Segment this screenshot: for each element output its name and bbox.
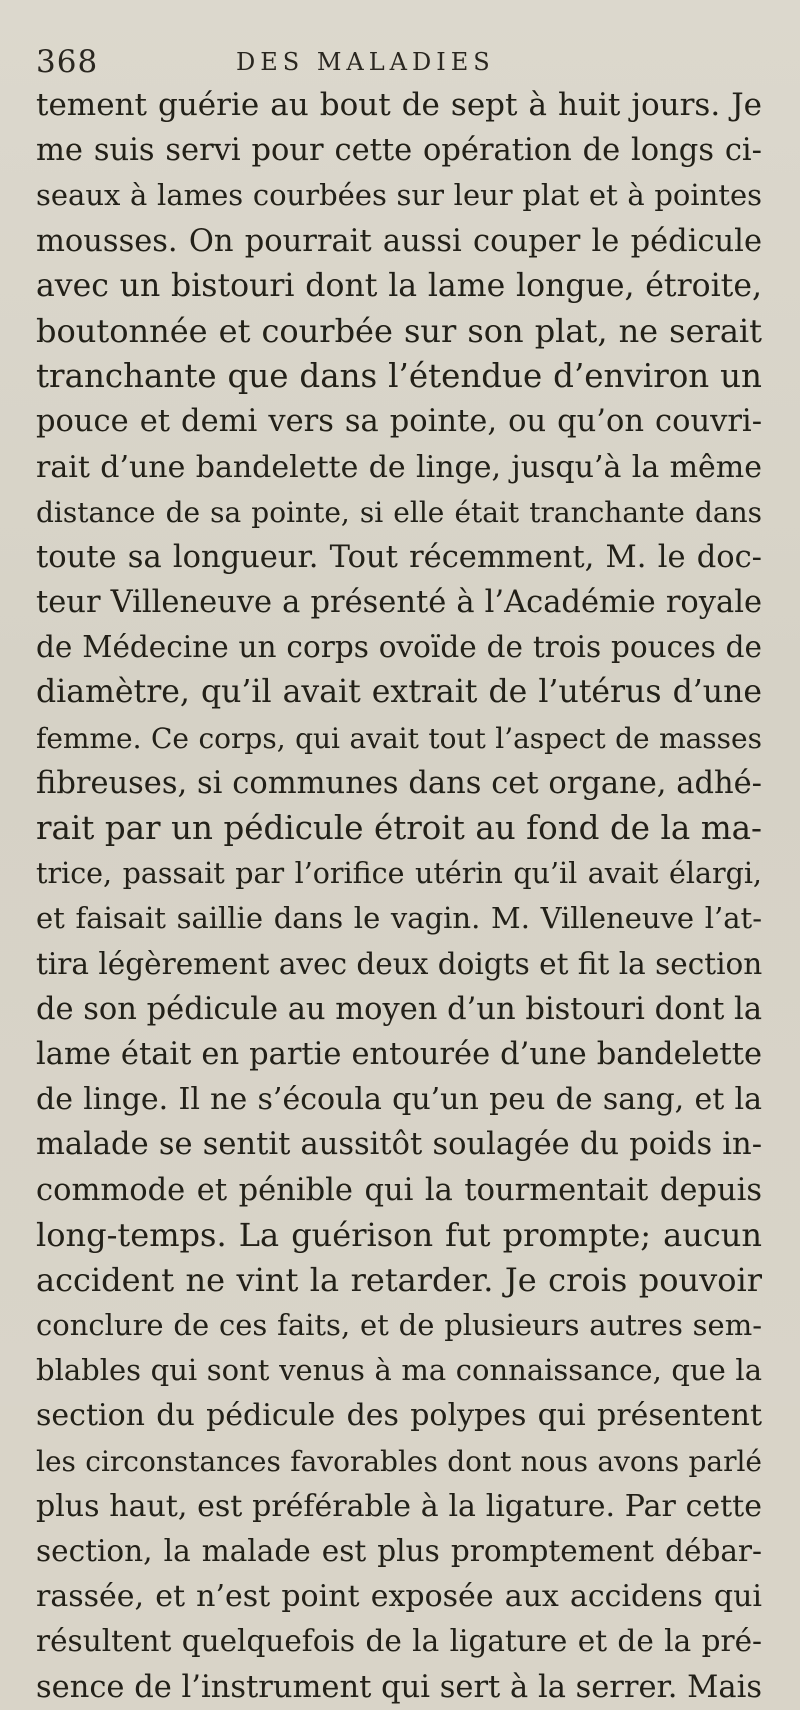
running-head: DES MALADIES: [236, 48, 495, 76]
text-line: me suis servi pour cette opération de longs ci-: [36, 133, 762, 169]
text-line: de son pédicule au moyen d’un bistouri dont la: [36, 991, 762, 1027]
text-line: et faisait saillie dans le vagin. M. Villeneuve l’at-: [36, 901, 762, 936]
page-number: 368: [36, 44, 99, 80]
text-line: plus haut, est préférable à la ligature. Par cette: [36, 1488, 762, 1524]
text-line: tranchante que dans l’étendue d’environ un: [36, 357, 762, 396]
text-line: section du pédicule des polypes qui présentent: [36, 1398, 762, 1434]
page-header: [36, 44, 756, 84]
text-line: teur Villeneuve a présenté à l’Académie royale: [36, 585, 762, 621]
text-line: tira légèrement avec deux doigts et fit la section: [36, 946, 762, 981]
text-line: diamètre, qu’il avait extrait de l’utérus d’une: [36, 674, 762, 711]
text-line: commode et pénible qui la tourmentait depuis: [36, 1172, 762, 1208]
text-line: résultent quelquefois de la ligature et de la pré-: [36, 1624, 762, 1659]
text-line: malade se sentit aussitôt soulagée du poids in-: [36, 1127, 762, 1163]
text-line: section, la malade est plus promptement débar-: [36, 1534, 762, 1568]
text-line: tement guérie au bout de sept à huit jours. Je: [36, 87, 762, 123]
text-line: les circonstances favorables dont nous avons parlé: [36, 1444, 762, 1478]
text-line: blables qui sont venus à ma connaissance, que la: [36, 1353, 762, 1388]
text-line: femme. Ce corps, qui avait tout l’aspect de masses: [36, 721, 762, 755]
text-line: pouce et demi vers sa pointe, ou qu’on couvri-: [36, 404, 762, 440]
text-line: trice, passait par l’orifice utérin qu’il avait élargi,: [36, 857, 762, 891]
text-line: rait d’une bandelette de linge, jusqu’à la même: [36, 449, 762, 485]
text-line: sence de l’instrument qui sert à la serrer. Mais: [36, 1669, 762, 1705]
text-line: avec un bistouri dont la lame longue, étroite,: [36, 267, 762, 304]
text-line: accident ne vint la retarder. Je crois pouvoir: [36, 1260, 762, 1299]
text-line: rait par un pédicule étroit au fond de la ma-: [36, 809, 762, 847]
text-line: de linge. Il ne s’écoula qu’un peu de sang, et la: [36, 1082, 762, 1118]
text-line: conclure de ces faits, et de plusieurs autres sem-: [36, 1308, 762, 1343]
text-line: distance de sa pointe, si elle était tranchante dans: [36, 495, 762, 529]
text-line: de Médecine un corps ovoïde de trois pouces de: [36, 630, 762, 665]
text-line: long-temps. La guérison fut prompte; aucun: [36, 1215, 762, 1254]
text-line: fibreuses, si communes dans cet organe, adhé-: [36, 765, 762, 801]
text-line: boutonnée et courbée sur son plat, ne serait: [36, 311, 762, 350]
text-line: seaux à lames courbées sur leur plat et à pointes: [36, 178, 762, 213]
text-line: lame était en partie entourée d’une bandelette: [36, 1036, 762, 1072]
body-text: [36, 83, 762, 1710]
text-line: toute sa longueur. Tout récemment, M. le doc-: [36, 539, 762, 575]
text-line: rassée, et n’est point exposée aux accidens qui: [36, 1579, 762, 1615]
text-line: mousses. On pourrait aussi couper le pédicule: [36, 223, 762, 259]
